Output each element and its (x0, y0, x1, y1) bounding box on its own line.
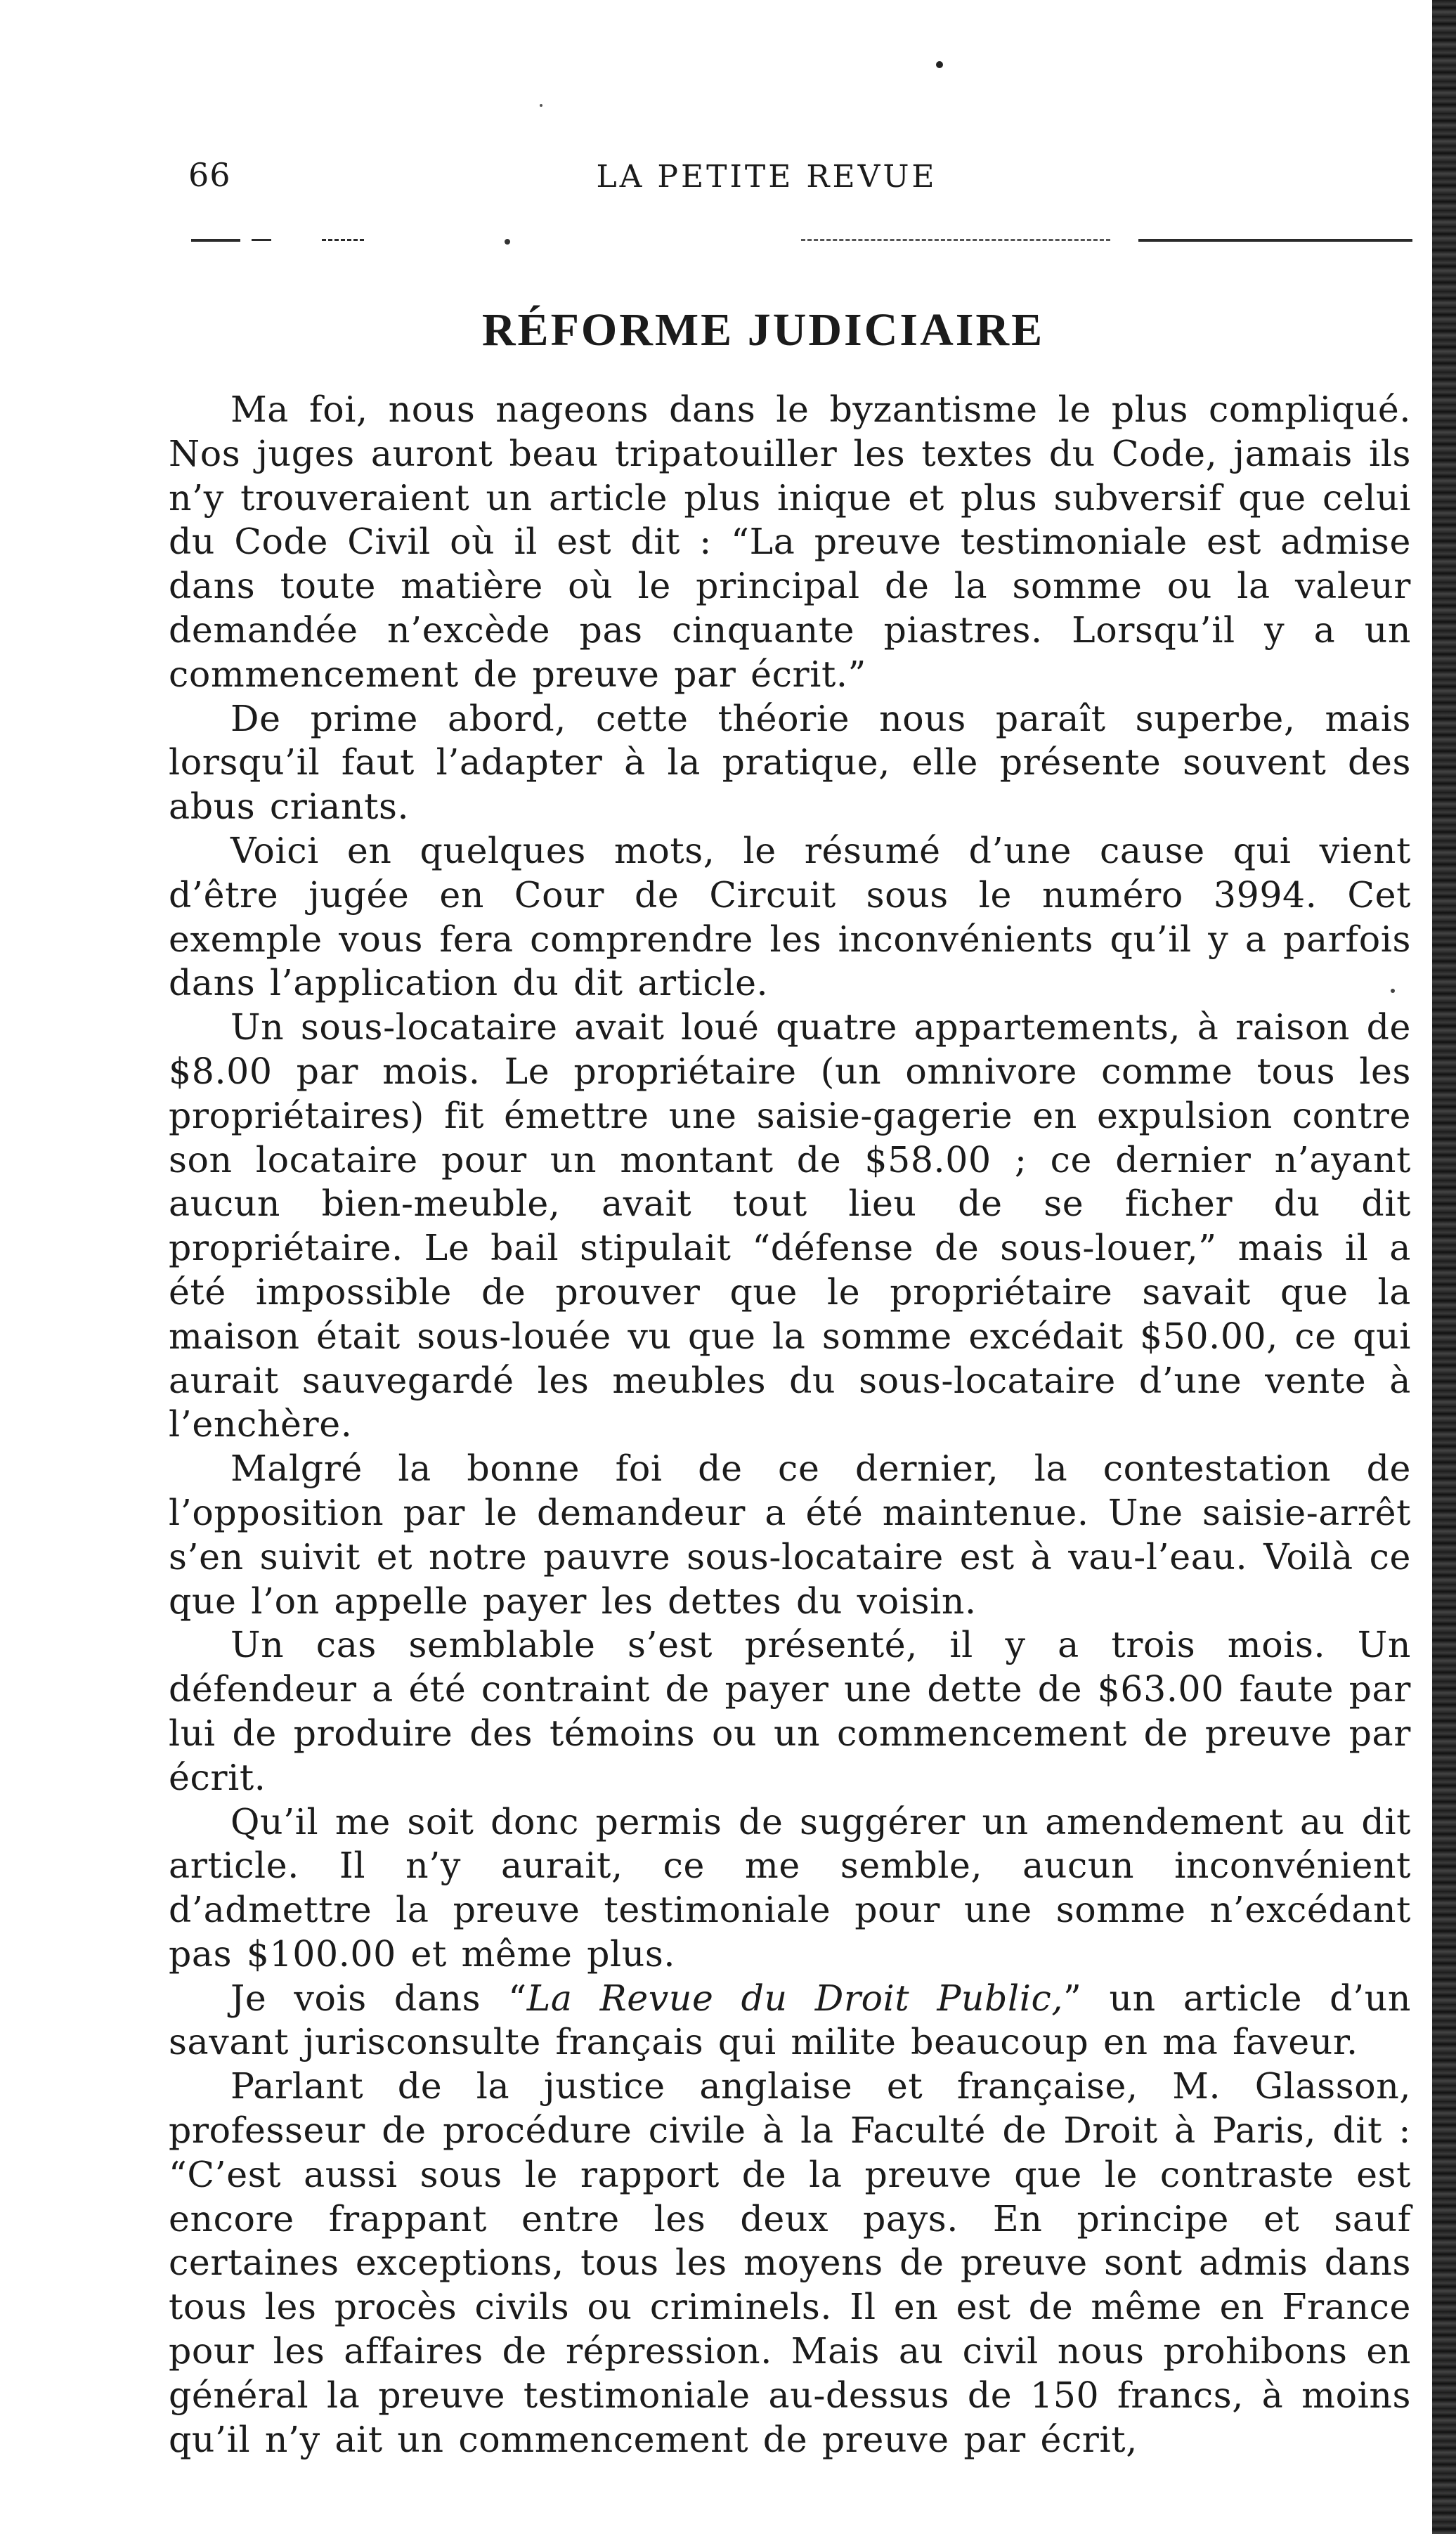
scan-speck (936, 61, 943, 68)
paragraph: Un sous-locataire avait loué quatre appartements, à raison de $8.00 par mois. Le propriétaire (un omnivore comme tous les propriétaires) fit émettre une saisie-gagerie en expulsion contre son locataire pour un montant de $58.00 ; ce dernier n’ayant aucun bien-meuble, avait tout lieu de se ficher du dit propriétaire. Le bail stipulait “défense de sous-louer,” mais il a été impossible de prouver que le propriétaire savait que la maison était sous-louée vu que la somme excédait $50.00, ce qui aurait sauvegardé les meubles du sous-locataire d’une vente à l’enchère. (169, 1006, 1411, 1445)
paragraph: De prime abord, cette théorie nous paraît superbe, mais lorsqu’il faut l’adapter à la pratique, elle présente souvent des abus criants. (169, 697, 1411, 828)
paragraph: Malgré la bonne foi de ce dernier, la contestation de l’opposition par le demandeur a été maintenue. Une saisie-arrêt s’en suivit et notre pauvre sous-locataire est à vau-l’eau. Voilà ce que l’on appelle payer les dettes du voisin. (169, 1448, 1411, 1622)
header-rule (252, 239, 271, 241)
cited-publication: La Revue du Droit Public, (526, 1977, 1063, 2019)
scan-speck (540, 104, 542, 107)
paragraph (169, 1977, 1411, 2065)
paragraph: Qu’il me soit donc permis de suggérer un amendement au dit article. Il n’y aurait, ce me semble, aucun inconvénient d’admettre la preuve testimoniale pour une somme n’excédant pas $100.00 et même plus. (169, 1800, 1411, 1975)
header-rule (801, 239, 1110, 241)
paragraph: Un cas semblable s’est présenté, il y a trois mois. Un défendeur a été contraint de payer une dette de $63.00 faute par lui de produire des témoins ou un commencement de preuve par écrit. (169, 1624, 1411, 1798)
paragraph: Ma foi, nous nageons dans le byzantisme le plus compliqué. Nos juges auront beau tripatouiller les textes du Code, jamais ils n’y trouveraient un article plus inique et plus subversif que celui du Code Civil où il est dit : “La preuve testimoniale est admise dans toute matière où le principal de la somme ou la valeur demandée n’excède pas cinquante piastres. Lorsqu’il y a un commencement de preuve par écrit.” (169, 389, 1411, 695)
article-title: RÉFORME JUDICIAIRE (481, 304, 1045, 356)
article-body (169, 388, 1411, 2462)
paragraph-text: Je vois dans “ (230, 1977, 527, 2019)
paragraph: Voici en quelques mots, le résumé d’une cause qui vient d’être jugée en Cour de Circuit sous le numéro 3994. Cet exemple vous fera comprendre les inconvénients qu’il y a parfois dans l’application du dit article. (169, 829, 1411, 1004)
paragraph: Parlant de la justice anglaise et française, M. Glasson, professeur de procédure civile à la Faculté de Droit à Paris, dit : “C’est aussi sous le rapport de la preuve que le contraste est encore frappant entre les deux pays. En principe et sauf certaines exceptions, tous les moyens de preuve sont admis dans tous les procès civils ou criminels. Il en est de même en France pour les affaires de répression. Mais au civil nous prohibons en général la preuve testimoniale au-dessus de 150 francs, à moins qu’il n’y ait un commencement de preuve par écrit, (169, 2065, 1411, 2460)
running-head: LA PETITE REVUE (596, 159, 937, 195)
header-rule (1138, 239, 1412, 242)
header-rule (191, 239, 240, 242)
paragraph-text: ” un article d’un savant jurisconsulte français qui milite beaucoup en ma faveur. (169, 1977, 1411, 2063)
scan-speck (505, 239, 510, 245)
header-rule (322, 239, 364, 241)
page-number: 66 (188, 156, 231, 194)
